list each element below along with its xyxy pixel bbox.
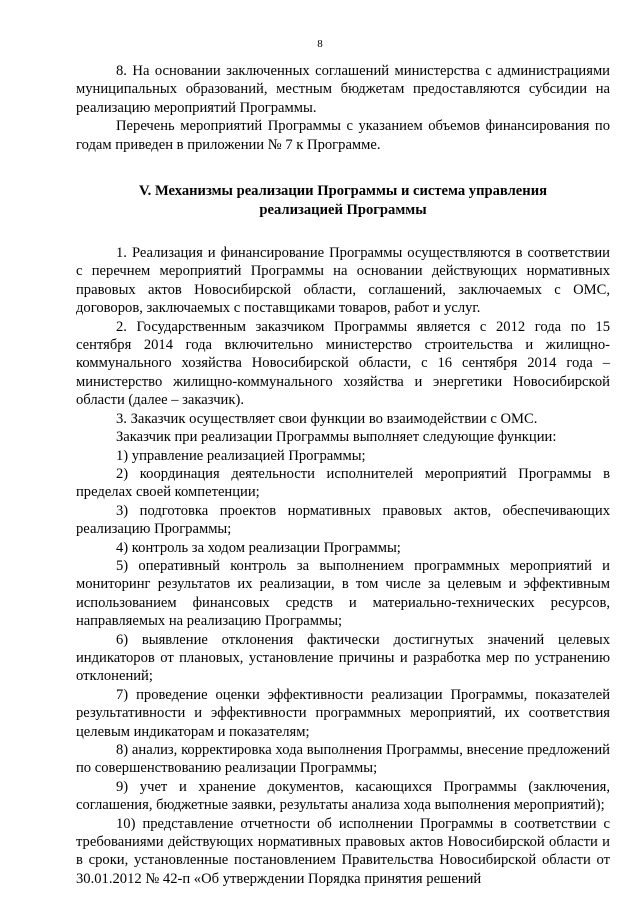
paragraph-customer-interaction: 3. Заказчик осуществляет свои функции во взаимодействии с ОМС. [116, 410, 538, 427]
paragraph-state-customer: 2. Государственным заказчиком Программы является с 2012 года по 15 сентября 2014 года включительно министерство строительства и жилищно-коммунального хозяйства Новосибирской области, с 16 сентября 2014 года – министерство жилищно-коммунального хозяйства и энергетики Новосибирской области (далее – заказчик). [76, 318, 610, 409]
section-heading [76, 182, 610, 220]
page-number: 8 [317, 38, 323, 50]
section-heading-line-2: реализацией Программы [259, 202, 427, 219]
paragraph-subsidies: 8. На основании заключенных соглашений министерства с администрациями муниципальных образований, местным бюджетам предоставляются субсидии на реализацию мероприятий Программы. [76, 63, 610, 116]
list-item-function-9: 9) учет и хранение документов, касающихся Программы (заключения, соглашения, бюджетные заявки, результаты анализа хода выполнения мероприятий); [76, 778, 610, 814]
list-item-function-3: 3) подготовка проектов нормативных правовых актов, обеспечивающих реализацию Программы; [76, 502, 610, 538]
list-item-function-5: 5) оперативный контроль за выполнением программных мероприятий и мониторинг результатов их реализации, в том числе за целевым и эффективным использованием финансовых средств и материально-технических ресурсов, направляемых на реализацию Программы; [76, 557, 610, 630]
section-heading-line-1: V. Механизмы реализации Программы и система управления [139, 183, 547, 200]
document-body [76, 62, 610, 888]
list-item-function-4: 4) контроль за ходом реализации Программы; [116, 539, 401, 556]
paragraph-implementation: 1. Реализация и финансирование Программы осуществляются в соответствии с перечнем мероприятий Программы на основании действующих нормативных правовых актов Новосибирской области, соглашений, заключаемых с ОМС, договоров, заключаемых с поставщиками товаров, работ и услуг. [76, 245, 610, 317]
paragraph-customer-functions-intro: Заказчик при реализации Программы выполняет следующие функции: [116, 429, 557, 446]
list-item-function-1: 1) управление реализацией Программы; [116, 447, 366, 464]
list-item-function-8: 8) анализ, корректировка хода выполнения Программы, внесение предложений по совершенствованию реализации Программы; [76, 742, 610, 777]
list-item-function-2: 2) координация деятельности исполнителей мероприятий Программы в пределах своей компетенции; [76, 465, 610, 501]
list-item-function-7: 7) проведение оценки эффективности реализации Программы, показателей результативности и эффективности программных мероприятий, их соответствия целевым индикаторам и показателям; [76, 686, 610, 740]
list-item-function-10: 10) представление отчетности об исполнении Программы в соответствии с требованиями действующих нормативных правовых актов Новосибирской области и в сроки, установленные постановлением Правительства Новосибирской области от 30.01.2012 № 42-п «Об утверждении Порядка принятия решений [76, 815, 610, 887]
list-item-function-6: 6) выявление отклонения фактически достигнутых значений целевых индикаторов от плановых, установление причины и разработка мер по устранению отклонений; [76, 631, 610, 685]
paragraph-activities-list: Перечень мероприятий Программы с указанием объемов финансирования по годам приведен в приложении № 7 к Программе. [76, 118, 610, 153]
